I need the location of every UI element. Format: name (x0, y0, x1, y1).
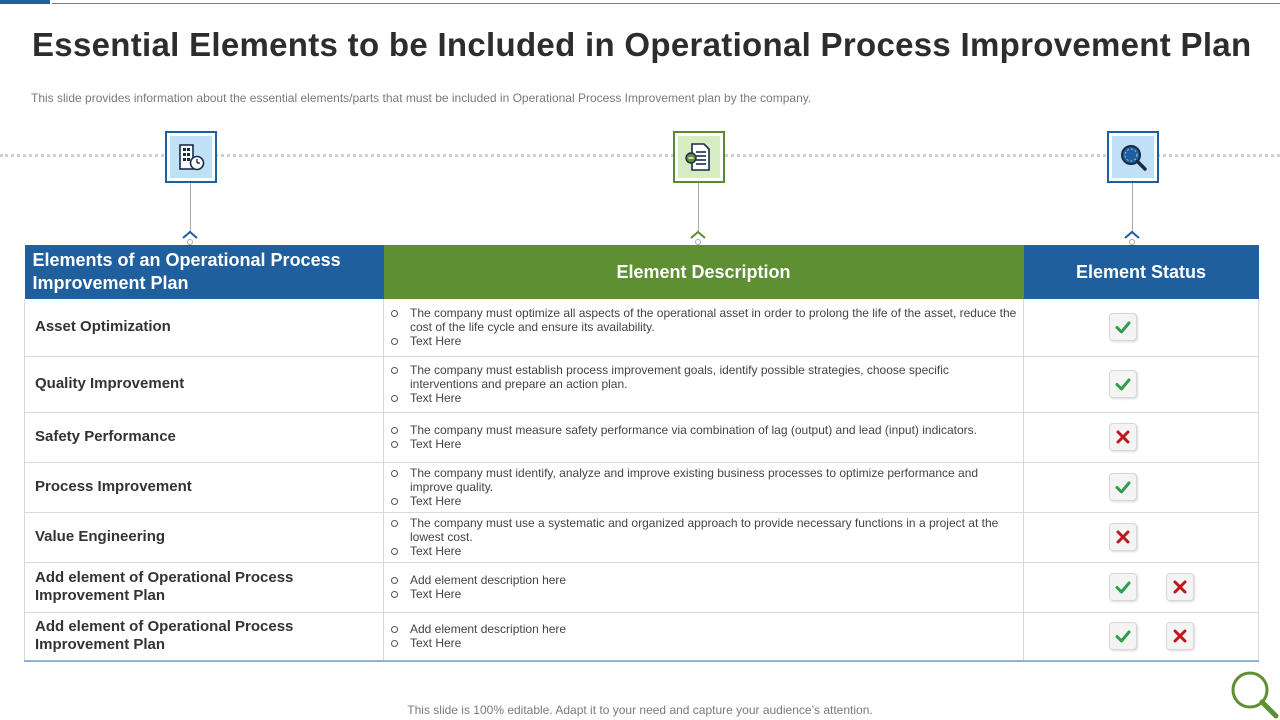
description-item: Text Here (408, 636, 1017, 650)
cross-icon (1166, 573, 1194, 601)
element-name: Safety Performance (25, 412, 384, 462)
description-item: Add element description here (408, 622, 1017, 636)
description-list (408, 573, 1017, 601)
magnifier-icon (1116, 140, 1150, 174)
element-description (384, 612, 1024, 661)
top-rule (52, 3, 1280, 4)
element-name: Value Engineering (25, 512, 384, 562)
check-icon (1109, 573, 1137, 601)
description-item: The company must establish process improvement goals, identify possible strategies, choose specific interventions and prepare an action plan. (408, 363, 1017, 391)
element-status (1024, 412, 1259, 462)
building-clock-icon-box (165, 131, 217, 183)
description-list (408, 423, 1017, 451)
description-list (408, 622, 1017, 650)
elements-table (24, 245, 1258, 662)
description-item: Text Here (408, 334, 1017, 348)
element-name: Asset Optimization (25, 299, 384, 356)
header-description: Element Description (384, 245, 1024, 299)
description-list (408, 516, 1017, 558)
table-row (25, 356, 1259, 412)
connector-line-1 (190, 183, 191, 233)
chevron-up-icon (689, 229, 707, 245)
description-list (408, 306, 1017, 348)
element-name: Process Improvement (25, 462, 384, 512)
corner-magnifier-icon (1228, 668, 1280, 720)
element-name: Add element of Operational Process Improvement Plan (25, 612, 384, 661)
building-clock-icon (174, 140, 208, 174)
element-description (384, 562, 1024, 612)
slide-subtitle: This slide provides information about the essential elements/parts that must be included in Operational Process Improvement plan by the company. (31, 91, 812, 105)
check-icon (1109, 622, 1137, 650)
element-name: Add element of Operational Process Improvement Plan (25, 562, 384, 612)
header-status: Element Status (1024, 245, 1259, 299)
description-item: Add element description here (408, 573, 1017, 587)
table-row (25, 512, 1259, 562)
slide-footer: This slide is 100% editable. Adapt it to your need and capture your audience’s attention. (407, 703, 873, 717)
description-list (408, 363, 1017, 405)
table-row (25, 412, 1259, 462)
table-row (25, 612, 1259, 661)
element-description (384, 512, 1024, 562)
top-accent-bar (0, 0, 50, 4)
element-description (384, 356, 1024, 412)
cross-icon (1109, 523, 1137, 551)
connector-line-2 (698, 183, 699, 233)
description-list (408, 466, 1017, 508)
element-description (384, 462, 1024, 512)
cross-icon (1166, 622, 1194, 650)
element-status (1024, 462, 1259, 512)
element-status (1024, 299, 1259, 356)
document-list-icon (682, 140, 716, 174)
document-list-icon-box (673, 131, 725, 183)
connector-line-3 (1132, 183, 1133, 233)
cross-icon (1109, 423, 1137, 451)
description-item: Text Here (408, 544, 1017, 558)
magnifier-icon-box (1107, 131, 1159, 183)
description-item: The company must optimize all aspects of the operational asset in order to prolong the life of the asset, reduce the cost of the life cycle and ensure its availability. (410, 306, 1017, 335)
table-header-row (25, 245, 1259, 299)
check-icon (1109, 473, 1137, 501)
description-item: Text Here (408, 494, 1017, 508)
element-status (1024, 562, 1259, 612)
description-item: The company must use a systematic and organized approach to provide necessary functions in a project at the lowest cost. (408, 516, 1017, 544)
element-description (384, 412, 1024, 462)
check-icon (1109, 313, 1137, 341)
table-row (25, 462, 1259, 512)
element-name: Quality Improvement (25, 356, 384, 412)
description-item: Text Here (408, 587, 1017, 601)
chevron-up-icon (181, 229, 199, 245)
element-description (384, 299, 1024, 356)
header-elements: Elements of an Operational Process Improvement Plan (25, 245, 384, 299)
description-item: Text Here (408, 391, 1017, 405)
description-item: Text Here (408, 437, 1017, 451)
chevron-up-icon (1123, 229, 1141, 245)
element-status (1024, 612, 1259, 661)
description-item: The company must identify, analyze and improve existing business processes to optimize performance and improve quality. (408, 466, 1017, 494)
table-row (25, 299, 1259, 356)
element-status (1024, 356, 1259, 412)
element-status (1024, 512, 1259, 562)
slide-title: Essential Elements to be Included in Operational Process Improvement Plan (32, 26, 1252, 63)
description-item: The company must measure safety performance via combination of lag (output) and lead (input) indicators. (408, 423, 1017, 437)
check-icon (1109, 370, 1137, 398)
table-row (25, 562, 1259, 612)
